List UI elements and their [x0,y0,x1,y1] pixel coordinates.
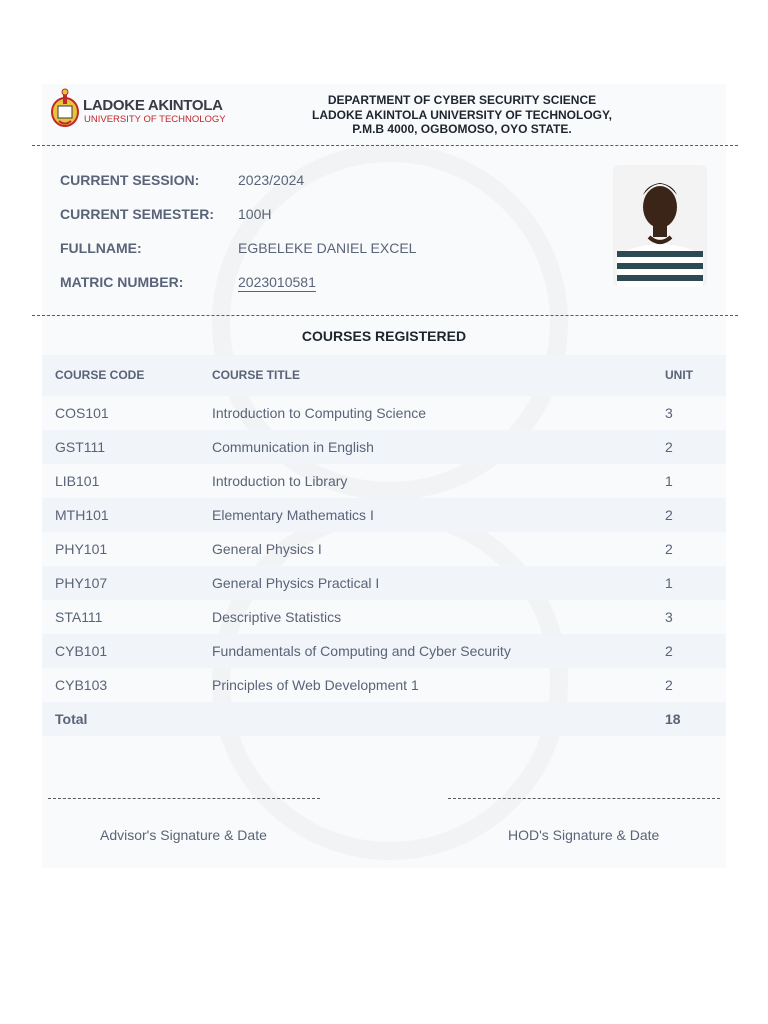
table-row [42,430,726,464]
header-course-title: COURSE TITLE [212,368,301,382]
semester-label: CURRENT SEMESTER: [60,206,215,222]
course-unit: 3 [665,609,673,625]
university-logo [50,88,226,130]
course-code: PHY101 [55,541,108,557]
course-unit: 2 [665,677,673,693]
table-row [42,498,726,532]
table-row [42,396,726,430]
session-value: 2023/2024 [238,172,305,188]
table-row [42,532,726,566]
fullname-value: EGBELEKE DANIEL EXCEL [238,240,417,256]
course-code: CYB101 [55,643,108,659]
info-divider [32,315,738,316]
advisor-signature-label: Advisor's Signature & Date [100,827,267,843]
course-title: Introduction to Computing Science [212,405,427,421]
matric-value: 2023010581 [238,274,316,290]
table-header-row [42,355,726,396]
hod-signature-label: HOD's Signature & Date [508,827,660,843]
course-unit: 1 [665,473,673,489]
course-title: Fundamentals of Computing and Cyber Security [212,643,511,659]
logo-subtitle: UNIVERSITY OF TECHNOLOGY [84,114,226,125]
fullname-label: FULLNAME: [60,240,142,256]
course-title: Communication in English [212,439,374,455]
courses-registered-title: COURSES REGISTERED [301,328,467,344]
total-units: 18 [665,711,681,727]
course-unit: 2 [665,541,673,557]
course-title: Principles of Web Development 1 [212,677,419,693]
university-address: P.M.B 4000, OGBOMOSO, OYO STATE. [352,122,572,136]
course-unit: 2 [665,643,673,659]
course-code: CYB103 [55,677,108,693]
table-row [42,668,726,702]
course-code: COS101 [55,405,109,421]
table-row [42,464,726,498]
table-row [42,600,726,634]
course-unit: 2 [665,439,673,455]
course-code: GST111 [55,439,106,455]
university-crest-icon [50,88,80,128]
course-title: Introduction to Library [212,473,348,489]
course-title: General Physics I [212,541,322,557]
header-course-code: COURSE CODE [55,368,145,382]
course-unit: 1 [665,575,673,591]
course-code: PHY107 [55,575,108,591]
course-code: LIB101 [55,473,100,489]
semester-value: 100H [238,206,272,222]
table-row [42,634,726,668]
course-title: Descriptive Statistics [212,609,342,625]
course-unit: 2 [665,507,673,523]
institution-header [300,93,624,137]
logo-name: LADOKE AKINTOLA [83,97,223,114]
matric-label: MATRIC NUMBER: [60,274,184,290]
total-label: Total [55,711,88,727]
university-name: LADOKE AKINTOLA UNIVERSITY OF TECHNOLOGY, [311,107,613,122]
department-name: DEPARTMENT OF CYBER SECURITY SCIENCE [327,93,597,107]
session-label: CURRENT SESSION: [60,172,200,188]
courses-table [42,355,726,736]
course-unit: 3 [665,405,673,421]
header-divider [32,145,738,146]
course-title: General Physics Practical I [212,575,380,591]
hod-signature-line [448,798,720,799]
table-row [42,566,726,600]
course-title: Elementary Mathematics I [212,507,374,523]
total-row [42,702,726,736]
course-code: MTH101 [55,507,109,523]
student-photo [613,165,707,287]
advisor-signature-line [48,798,320,799]
header-unit: UNIT [665,368,693,382]
course-code: STA111 [55,609,103,625]
